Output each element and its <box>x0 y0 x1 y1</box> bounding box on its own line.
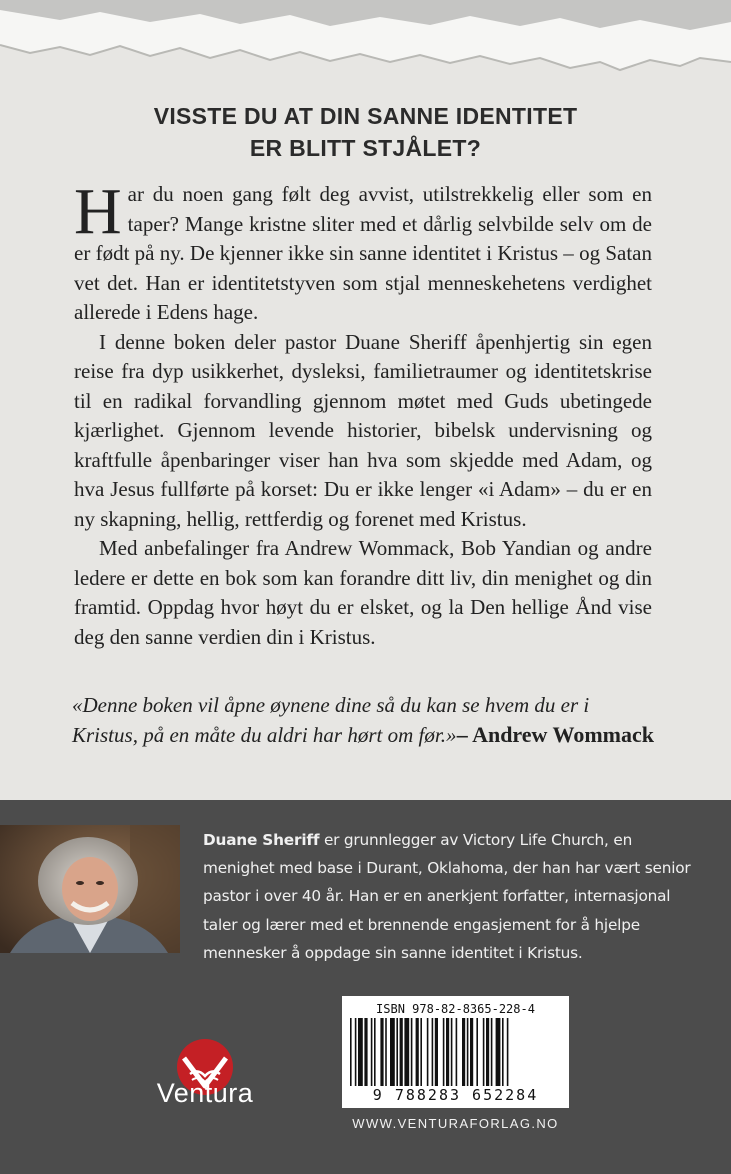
blurb-paragraph-3: Med anbefalinger fra Andrew Wommack, Bob Yandian og andre ledere er dette en bok som kan forandre ditt liv, din menighet og din framtid. Oppdag hvor høyt du er elsket, og la Den hellige Ånd vise deg den sanne verdien din i Kristus. <box>74 536 652 649</box>
barcode-bar <box>470 1018 473 1086</box>
barcode-bar <box>411 1018 413 1086</box>
barcode-bar <box>476 1018 478 1086</box>
barcode-bar <box>432 1018 434 1086</box>
drop-cap: H <box>74 175 122 248</box>
headline-line-1: VISSTE DU AT DIN SANNE IDENTITET <box>153 103 578 129</box>
barcode-bar <box>355 1018 357 1086</box>
barcode-bar <box>420 1018 422 1086</box>
publisher-name: Ventura <box>156 1078 254 1108</box>
barcode-bar <box>390 1018 395 1086</box>
blurb <box>74 175 652 652</box>
barcode-bar <box>380 1018 383 1086</box>
headline-line-2: ER BLITT STJÅLET? <box>249 135 482 161</box>
endorsement-quote <box>72 690 654 750</box>
barcode-bar <box>456 1018 458 1086</box>
headline <box>0 100 731 164</box>
barcode-bar <box>451 1018 453 1086</box>
quote-attribution: – Andrew Wommack <box>456 722 654 747</box>
author-bio-text: er grunnlegger av Victory Life Church, en menighet med base i Durant, Oklahoma, der han har vært senior pastor i over 40 år. Han er en anerkjent forfatter, internasjonal taler og lærer med et brennende engasjement for å hjelpe mennesker å oppdage sin sanne identitet i Kristus. <box>203 831 691 962</box>
quote-text: «Denne boken vil åpne øynene dine så du kan se hvem du er i Kristus, på en måte du aldri har hørt om før.» <box>72 693 590 747</box>
author-name: Duane Sheriff <box>203 831 320 849</box>
isbn-label: ISBN 978-82-8365-228-4 <box>376 1002 535 1016</box>
barcode-bar <box>496 1018 501 1086</box>
barcode-bar <box>446 1018 449 1086</box>
author-bio <box>203 826 703 967</box>
barcode-bar <box>443 1018 445 1086</box>
blurb-paragraph-1-text: ar du noen gang følt deg avvist, utilstrekkelig eller som en taper? Mange kristne sliter med et dårlig selvbilde selv om de er født på ny. De kjenner ikke sin sanne identitet i Kristus – og Satan vet det. Han er identitetstyven som stjal menneskehetens verdighet allerede i Edens hage. <box>74 182 652 324</box>
barcode-bar <box>507 1018 509 1086</box>
barcode-bar <box>358 1018 363 1086</box>
barcode-bar <box>435 1018 438 1086</box>
barcode-bar <box>374 1018 376 1086</box>
barcode-bar <box>350 1018 352 1086</box>
blurb-paragraph-2: I denne boken deler pastor Duane Sheriff åpenhjertig sin egen reise fra dyp usikkerhet, dysleksi, familietraumer og identitetskrise til en radikal forvandling gjennom møtet med Guds ubetingede kjærlighet. Gjennom levende historier, bibelsk undervisning og kraftfulle åpenbaringer viser han hva som skjedde med Adam, og hva Jesus fullførte på korset: Du er ikke lenger «i Adam» – du er en ny skapning, hellig, rettferdig og forenet med Kristus. <box>74 329 652 531</box>
barcode-bar <box>416 1018 419 1086</box>
barcode-bar <box>483 1018 485 1086</box>
barcode-bar <box>427 1018 429 1086</box>
barcode-digits: 9 788283 652284 <box>372 1086 539 1104</box>
barcode-bar <box>385 1018 387 1086</box>
barcode-bar <box>396 1018 398 1086</box>
barcode-bar <box>467 1018 469 1086</box>
torn-paper-edge <box>0 0 731 80</box>
barcode-bar <box>502 1018 504 1086</box>
barcode <box>342 996 569 1108</box>
barcode-bar <box>462 1018 465 1086</box>
author-photo <box>0 825 180 953</box>
barcode-bar <box>404 1018 409 1086</box>
blurb-paragraph-1 <box>74 175 652 328</box>
publisher-website[interactable]: WWW.VENTURAFORLAG.NO <box>352 1116 559 1131</box>
barcode-bar <box>400 1018 403 1086</box>
barcode-bar <box>364 1018 367 1086</box>
barcode-bars <box>350 1018 561 1086</box>
barcode-bar <box>486 1018 489 1086</box>
barcode-bar <box>371 1018 373 1086</box>
barcode-bar <box>491 1018 493 1086</box>
